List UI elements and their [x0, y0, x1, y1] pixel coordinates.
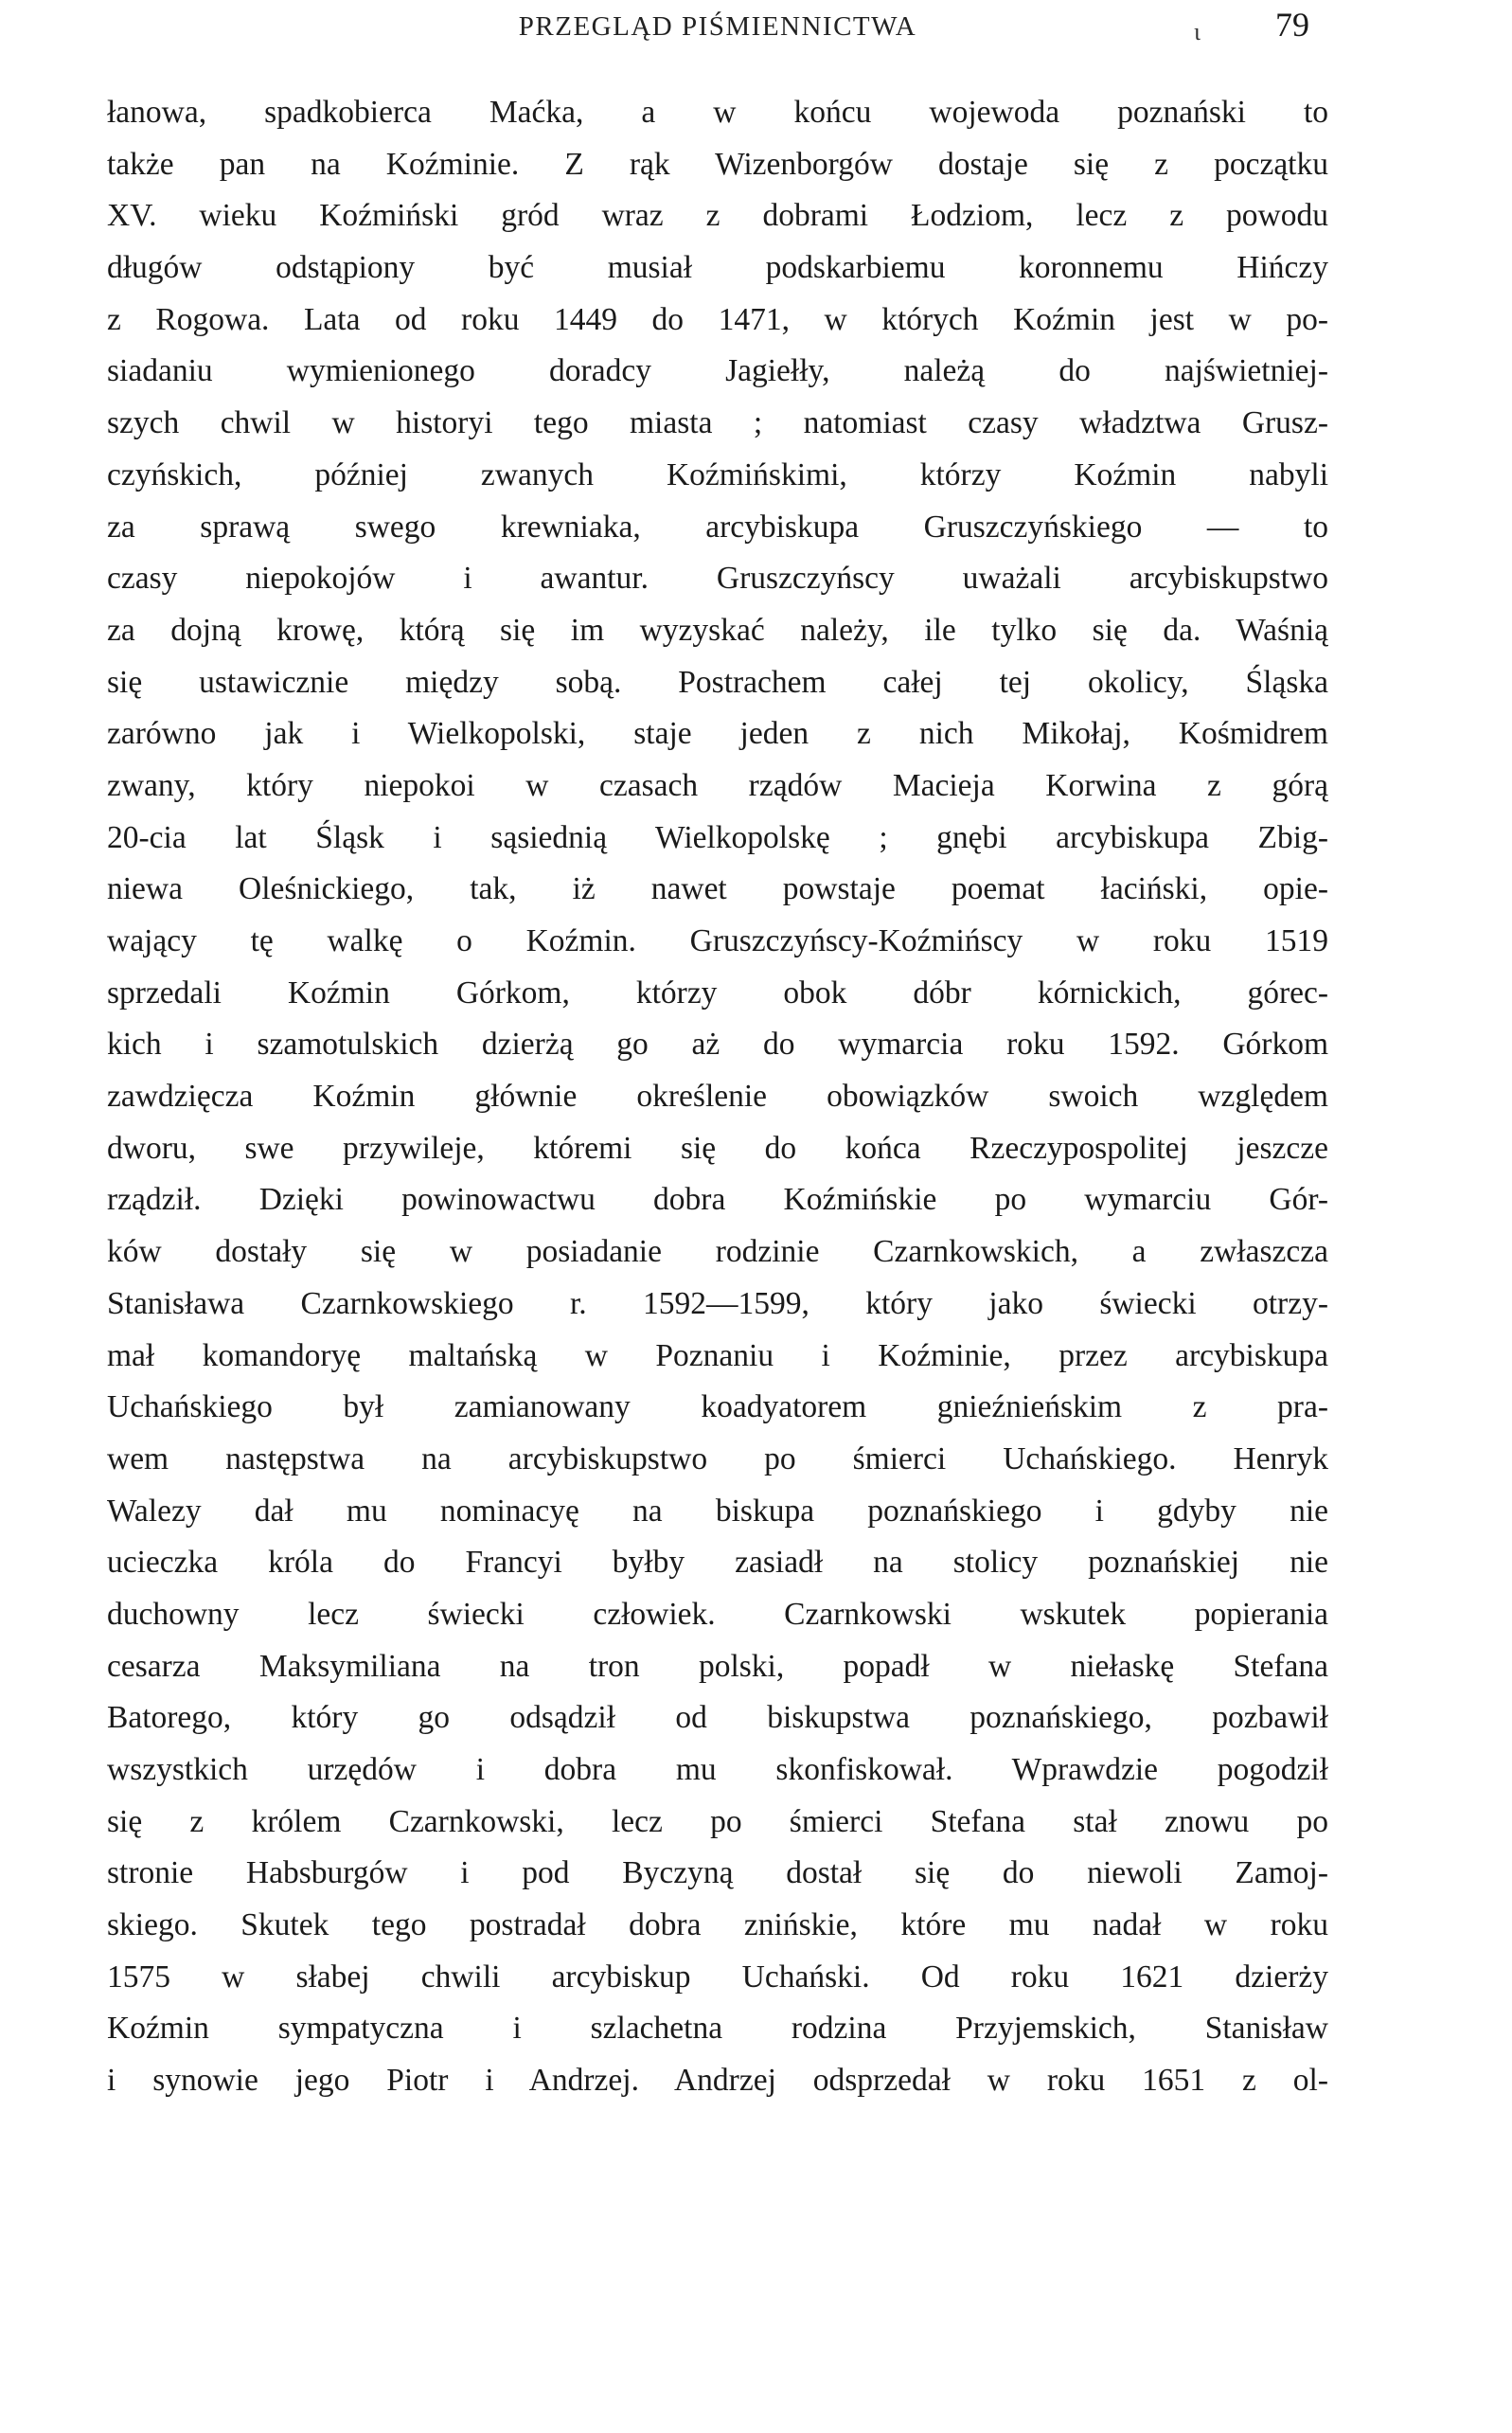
text-line: skiego. Skutek tego postradał dobra znińskie, które mu nadał w roku: [107, 1907, 1328, 1943]
text-line: łanowa, spadkobierca Maćka, a w końcu wojewoda poznański to: [107, 95, 1328, 130]
text-line: wem następstwa na arcybiskupstwo po śmierci Uchańskiego. Henryk: [107, 1440, 1328, 1476]
page-number: 79: [1275, 6, 1309, 44]
body-text: [107, 87, 1328, 2107]
text-line: Uchańskiego był zamianowany koadyatorem gnieźnieńskim z pra-: [107, 1389, 1328, 1425]
text-line: zarówno jak i Wielkopolski, staje jeden z nich Mikołaj, Kośmidrem: [107, 716, 1328, 752]
text-line: ucieczka króla do Francyi byłby zasiadł na stolicy poznańskiej nie: [107, 1545, 1328, 1581]
text-line: się z królem Czarnkowski, lecz po śmierci Stefana stał znowu po: [107, 1803, 1328, 1839]
text-line: zawdzięcza Koźmin głównie określenie obowiązków swoich względem: [107, 1079, 1328, 1115]
text-line: szych chwil w historyi tego miasta ; natomiast czasy władztwa Grusz-: [107, 405, 1328, 441]
text-line: 20-cia lat Śląsk i sąsiednią Wielkopolskę ; gnębi arcybiskupa Zbig-: [107, 819, 1328, 855]
text-line: czyńskich, później zwanych Koźmińskimi, którzy Koźmin nabyli: [107, 456, 1328, 492]
text-line: wszystkich urzędów i dobra mu skonfiskował. Wprawdzie pogodził: [107, 1752, 1328, 1787]
text-line: Koźmin sympatyczna i szlachetna rodzina Przyjemskich, Stanisław: [107, 2011, 1328, 2047]
text-line: 1575 w słabej chwili arcybiskup Uchański. Od roku 1621 dzierży: [107, 1959, 1328, 1995]
text-line: z Rogowa. Lata od roku 1449 do 1471, w których Koźmin jest w po-: [107, 301, 1328, 337]
text-line: mał komandoryę maltańską w Poznaniu i Koźminie, przez arcybiskupa: [107, 1337, 1328, 1373]
text-line: ków dostały się w posiadanie rodzinie Czarnkowskich, a zwłaszcza: [107, 1234, 1328, 1270]
text-line: stronie Habsburgów i pod Byczyną dostał się do niewoli Zamoj-: [107, 1855, 1328, 1891]
text-line: dworu, swe przywileje, któremi się do końca Rzeczypospolitej jeszcze: [107, 1130, 1328, 1166]
text-line: zwany, który niepokoi w czasach rządów Macieja Korwina z górą: [107, 767, 1328, 803]
text-line: długów odstąpiony być musiał podskarbiemu koronnemu Hińczy: [107, 250, 1328, 286]
running-head-mark: ɩ: [1194, 18, 1201, 45]
text-line: za dojną krowę, którą się im wyzyskać należy, ile tylko się da. Waśnią: [107, 612, 1328, 648]
text-line: cesarza Maksymiliana na tron polski, popadł w niełaskę Stefana: [107, 1648, 1328, 1684]
text-line: wający tę walkę o Koźmin. Gruszczyńscy-Koźmińscy w roku 1519: [107, 923, 1328, 958]
running-title: PRZEGLĄD PIŚMIENNICTWA: [518, 11, 917, 42]
text-line: Walezy dał mu nominacyę na biskupa poznańskiego i gdyby nie: [107, 1493, 1328, 1529]
text-line: czasy niepokojów i awantur. Gruszczyńscy uważali arcybiskupstwo: [107, 561, 1328, 597]
running-head: [107, 6, 1328, 63]
text-line: niewa Oleśnickiego, tak, iż nawet powstaje poemat łaciński, opie-: [107, 871, 1328, 907]
text-line: Batorego, który go odsądził od biskupstwa poznańskiego, pozbawił: [107, 1700, 1328, 1736]
text-line: kich i szamotulskich dzierżą go aż do wymarcia roku 1592. Górkom: [107, 1027, 1328, 1063]
text-line: i synowie jego Piotr i Andrzej. Andrzej odsprzedał w roku 1651 z ol-: [107, 2063, 1328, 2099]
text-line: także pan na Koźminie. Z rąk Wizenborgów dostaje się z początku: [107, 146, 1328, 182]
text-line: duchowny lecz świecki człowiek. Czarnkowski wskutek popierania: [107, 1596, 1328, 1632]
text-line: XV. wieku Koźmiński gród wraz z dobrami Łodziom, lecz z powodu: [107, 198, 1328, 234]
text-line: się ustawicznie między sobą. Postrachem całej tej okolicy, Śląska: [107, 664, 1328, 700]
text-line: sprzedali Koźmin Górkom, którzy obok dóbr kórnickich, górec-: [107, 975, 1328, 1011]
text-line: siadaniu wymienionego doradcy Jagiełły, należą do najświetniej-: [107, 353, 1328, 389]
text-line: za sprawą swego krewniaka, arcybiskupa Gruszczyńskiego — to: [107, 509, 1328, 545]
text-line: rządził. Dzięki powinowactwu dobra Koźmińskie po wymarciu Gór-: [107, 1182, 1328, 1218]
text-line: Stanisława Czarnkowskiego r. 1592—1599, który jako świecki otrzy-: [107, 1285, 1328, 1321]
